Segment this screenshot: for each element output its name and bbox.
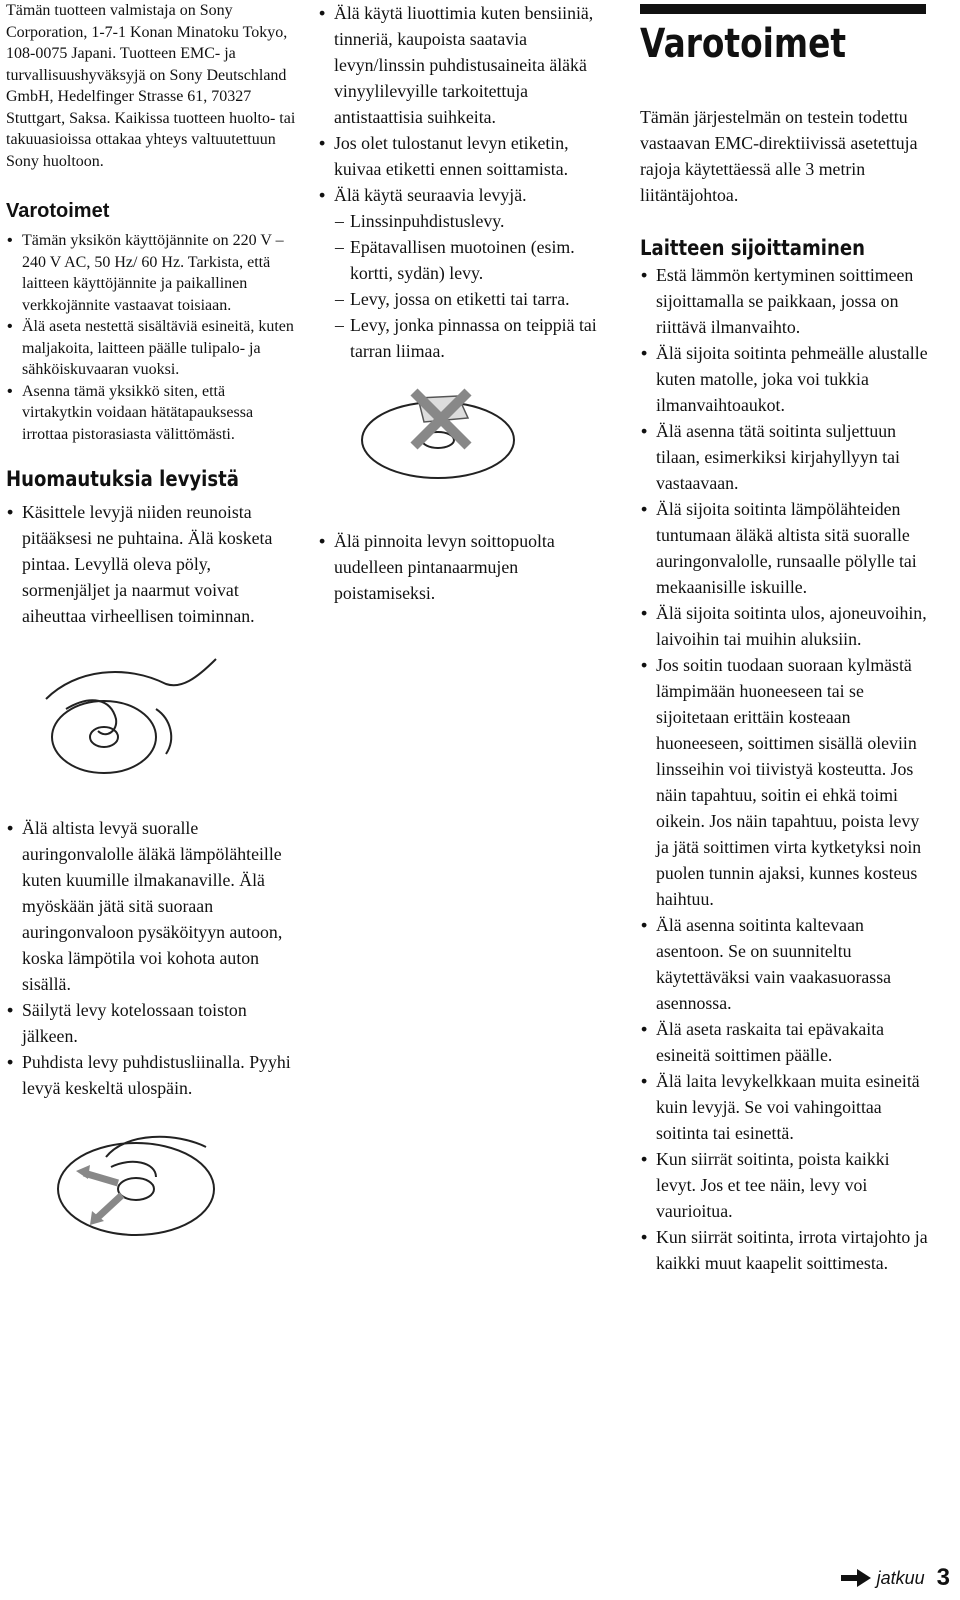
list-item: • Älä asenna tätä soitinta suljettuun tilaan, esimerkiksi kirjahyllyyn tai vastaavaan.: [640, 418, 930, 496]
list-item: • Tämän yksikön käyttöjännite on 220 V – 240 V AC, 50 Hz/ 60 Hz. Tarkista, että laitteen käyttöjännite ja paikallinen verkkojännite vastaavat toisiaan.: [6, 230, 296, 316]
disc-notes-list-1: [6, 499, 296, 629]
dash-item: – Levy, jossa on etiketti tai tarra.: [334, 286, 618, 312]
disc-with-sticker-illustration: [318, 378, 618, 528]
disc-notes-list-4: [318, 528, 618, 606]
list-item: • Älä altista levyä suoralle auringonvalolle äläkä lämpölähteille kuten kuumille ilmakanaville. Älä myöskään jätä sitä suoraan auringonvaloon pysäköityyn autoon, koska lämpötila voi kohota auton sisällä.: [6, 815, 296, 997]
continue-label: jatkuu: [876, 1567, 925, 1588]
list-item: • Käsittele levyjä niiden reunoista pitääksesi ne puhtaina. Älä kosketa pintaa. Levyllä oleva pöly, sormenjäljet ja naarmut voivat aiheuttaa virheellisen toiminnan.: [6, 499, 296, 629]
dash-item: – Linssinpuhdistuslevy.: [334, 208, 618, 234]
varotoimet-list: [6, 230, 296, 445]
page-number: 3: [936, 1564, 950, 1591]
disc-notes-list-3: [318, 0, 618, 364]
section-rule: [640, 4, 926, 14]
list-item: • Älä käytä liuottimia kuten bensiiniä, tinneriä, kaupoista saatavia levyn/linssin puhdistusaineita äläkä vinyylilevyille tarkoitettuja antistaattisia suihkeita.: [318, 0, 618, 130]
emc-notice: Tämän järjestelmän on testein todettu vastaavan EMC-direktiivissä asetettuja rajoja käytettäessä alle 3 metrin liitäntäjohtoa.: [640, 107, 918, 205]
manufacturer-text: Tämän tuotteen valmistaja on Sony Corporation, 1-7-1 Konan Minatoku Tokyo, 108-0075 Japani. Tuotteen EMC- ja turvallisuushyväksyjä on Sony Deutschland GmbH, Hedelfinger Strasse 61, 70327 Stuttgart, Saksa. Kaikissa tuotteen huolto- tai takuuasioissa ottakaa yhteys valtuutettuun Sony huoltoon.: [6, 2, 296, 170]
varotoimet-heading: Varotoimet: [6, 200, 110, 222]
list-item: • Älä sijoita soitinta pehmeälle alustalle kuten matolle, joka voi tukkia ilmanvaihtoaukot.: [640, 340, 930, 418]
column-left: [6, 0, 296, 1257]
list-item: • Älä sijoita soitinta ulos, ajoneuvoihin, laivoihin tai muihin aluksiin.: [640, 600, 930, 652]
list-item: • Kun siirrät soitinta, irrota virtajohto ja kaikki muut kaapelit soittimesta.: [640, 1224, 930, 1276]
list-item: • Älä pinnoita levyn soittopuolta uudelleen pintanaarmujen poistamiseksi.: [318, 528, 618, 606]
list-item: • Puhdista levy puhdistusliinalla. Pyyhi levyä keskeltä ulospäin.: [6, 1049, 296, 1101]
list-item: • Kun siirrät soitinta, poista kaikki levyt. Jos et tee näin, levy voi vaurioitua.: [640, 1146, 930, 1224]
list-item: [318, 182, 618, 364]
list-item: • Älä aseta raskaita tai epävakaita esineitä soittimen päälle.: [640, 1016, 930, 1068]
column-middle: [318, 0, 618, 606]
disc-cleaning-illustration: [6, 1117, 296, 1257]
page-footer: [841, 1564, 950, 1592]
list-item: • Älä aseta nestettä sisältäviä esineitä, kuten maljakoita, laitteen päälle tulipalo- ja sähköiskuvaaran vuoksi.: [6, 316, 296, 381]
manufacturer-notice: [6, 0, 296, 172]
placement-heading: Laitteen sijoittaminen: [640, 236, 865, 260]
dash-item: – Levy, jonka pinnassa on teippiä tai tarran liimaa.: [334, 312, 618, 364]
list-item: • Asenna tämä yksikkö siten, että virtakytkin voidaan hätätapauksessa irrottaa pistorasiasta välittömästi.: [6, 381, 296, 446]
list-item-text: Älä käytä seuraavia levyjä.: [334, 185, 527, 205]
list-item: • Jos soitin tuodaan suoraan kylmästä lämpimään huoneeseen tai se sijoitetaan erittäin kosteaan huoneeseen, soittimen sisällä oleviin linsseihin voi tiivistyä kosteutta. Jos näin tapahtuu, soitin ei ehkä toimi oikein. Jos näin tapahtuu, poista levy ja jätä soittimen virta kytketyksi noin puolen tunnin ajaksi, kunnes kosteus haihtuu.: [640, 652, 930, 912]
huomautuksia-heading: Huomautuksia levyistä: [6, 467, 239, 491]
list-item: • Jos olet tulostanut levyn etiketin, kuivaa etiketti ennen soittamista.: [318, 130, 618, 182]
placement-list: [640, 262, 930, 1276]
disc-handling-illustration: [6, 639, 296, 789]
arrow-right-icon: [841, 1569, 871, 1587]
list-item: • Älä laita levykelkkaan muita esineitä kuin levyjä. Se voi vahingoittaa soitinta tai esinettä.: [640, 1068, 930, 1146]
page-title: Varotoimet: [640, 21, 846, 67]
dash-item: – Epätavallisen muotoinen (esim. kortti, sydän) levy.: [334, 234, 618, 286]
list-item: • Estä lämmön kertyminen soittimeen sijoittamalla se paikkaan, jossa on riittävä ilmanvaihto.: [640, 262, 930, 340]
disc-notes-list-2: [6, 815, 296, 1101]
list-item: • Älä sijoita soitinta lämpölähteiden tuntumaan äläkä altista sitä suoralle auringonvalolle, runsaalle pölylle tai mekaanisille iskuille.: [640, 496, 930, 600]
list-item: • Säilytä levy kotelossaan toiston jälkeen.: [6, 997, 296, 1049]
list-item: • Älä asenna soitinta kaltevaan asentoon. Se on suunniteltu käytettäväksi vain vaakasuorassa asennossa.: [640, 912, 930, 1016]
column-right: [640, 20, 930, 1276]
